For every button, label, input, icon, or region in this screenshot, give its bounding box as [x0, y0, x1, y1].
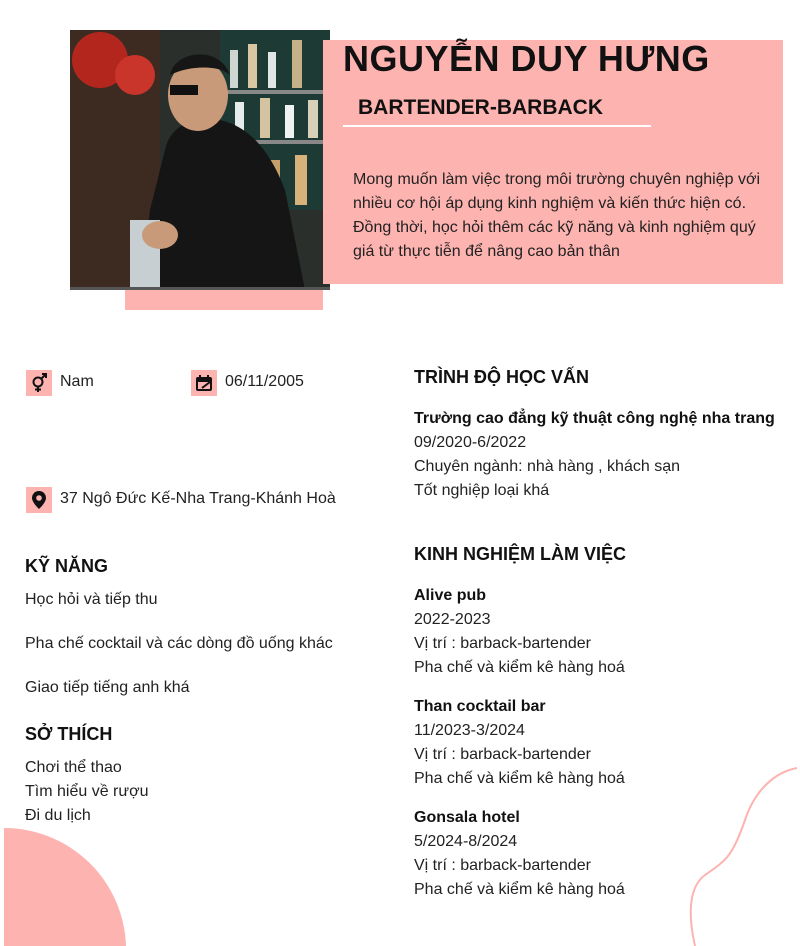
- location-pin-icon: [26, 487, 52, 513]
- experience-heading: KINH NGHIỆM LÀM VIỆC: [414, 544, 627, 564]
- candidate-name: NGUYỄN DUY HƯNG: [343, 38, 710, 79]
- job-duty: Pha chế và kiểm kê hàng hoá: [414, 659, 625, 676]
- hobbies-heading: SỞ THÍCH: [25, 724, 113, 744]
- hobby-item: Chơi thể thao: [25, 759, 122, 776]
- education-grade: Tốt nghiệp loại khá: [414, 482, 550, 499]
- job-duty: Pha chế và kiểm kê hàng hoá: [414, 770, 625, 787]
- job-period: 2022-2023: [414, 611, 491, 628]
- job-title-underline: [343, 125, 651, 127]
- decor-quarter-circle: [0, 826, 130, 946]
- skills-heading: KỸ NĂNG: [25, 556, 109, 576]
- education-heading: TRÌNH ĐỘ HỌC VẤN: [414, 367, 589, 387]
- photo-accent-strip: [125, 288, 323, 310]
- profile-photo: [70, 30, 330, 290]
- job-duty: Pha chế và kiểm kê hàng hoá: [414, 881, 625, 898]
- birthdate-value: 06/11/2005: [225, 373, 304, 390]
- job-place: Than cocktail bar: [414, 698, 546, 715]
- skill-item: Pha chế cocktail và các dòng đồ uống khác: [25, 635, 333, 652]
- job-period: 11/2023-3/2024: [414, 722, 525, 739]
- gender-value: Nam: [60, 373, 94, 390]
- job-role: Vị trí : barback-bartender: [414, 857, 591, 874]
- photo-bottom-line: [70, 287, 330, 290]
- skill-item: Học hỏi và tiếp thu: [25, 591, 158, 608]
- gender-icon: [26, 370, 52, 396]
- hobby-item: Tìm hiểu về rượu: [25, 783, 149, 800]
- education-school: Trường cao đẳng kỹ thuật công nghệ nha trang: [414, 410, 775, 427]
- education-period: 09/2020-6/2022: [414, 434, 527, 451]
- address-value: 37 Ngô Đức Kế-Nha Trang-Khánh Hoà: [60, 490, 336, 507]
- calendar-icon: [191, 370, 217, 396]
- job-title: BARTENDER-BARBACK: [358, 96, 603, 119]
- job-role: Vị trí : barback-bartender: [414, 746, 591, 763]
- hobby-item: Đi du lịch: [25, 807, 91, 824]
- skill-item: Giao tiếp tiếng anh khá: [25, 679, 190, 696]
- education-major: Chuyên ngành: nhà hàng , khách sạn: [414, 458, 680, 475]
- job-period: 5/2024-8/2024: [414, 833, 518, 850]
- career-objective: Mong muốn làm việc trong môi trường chuyên nghiệp với nhiều cơ hội áp dụng kinh nghiệm và kiến thức hiện có. Đồng thời, học hỏi thêm các kỹ năng và kinh nghiệm quý giá từ thực tiễn để nâng cao bản thân: [353, 171, 760, 260]
- job-place: Gonsala hotel: [414, 809, 520, 826]
- job-role: Vị trí : barback-bartender: [414, 635, 591, 652]
- decor-wave-line: [685, 760, 800, 946]
- job-place: Alive pub: [414, 587, 487, 604]
